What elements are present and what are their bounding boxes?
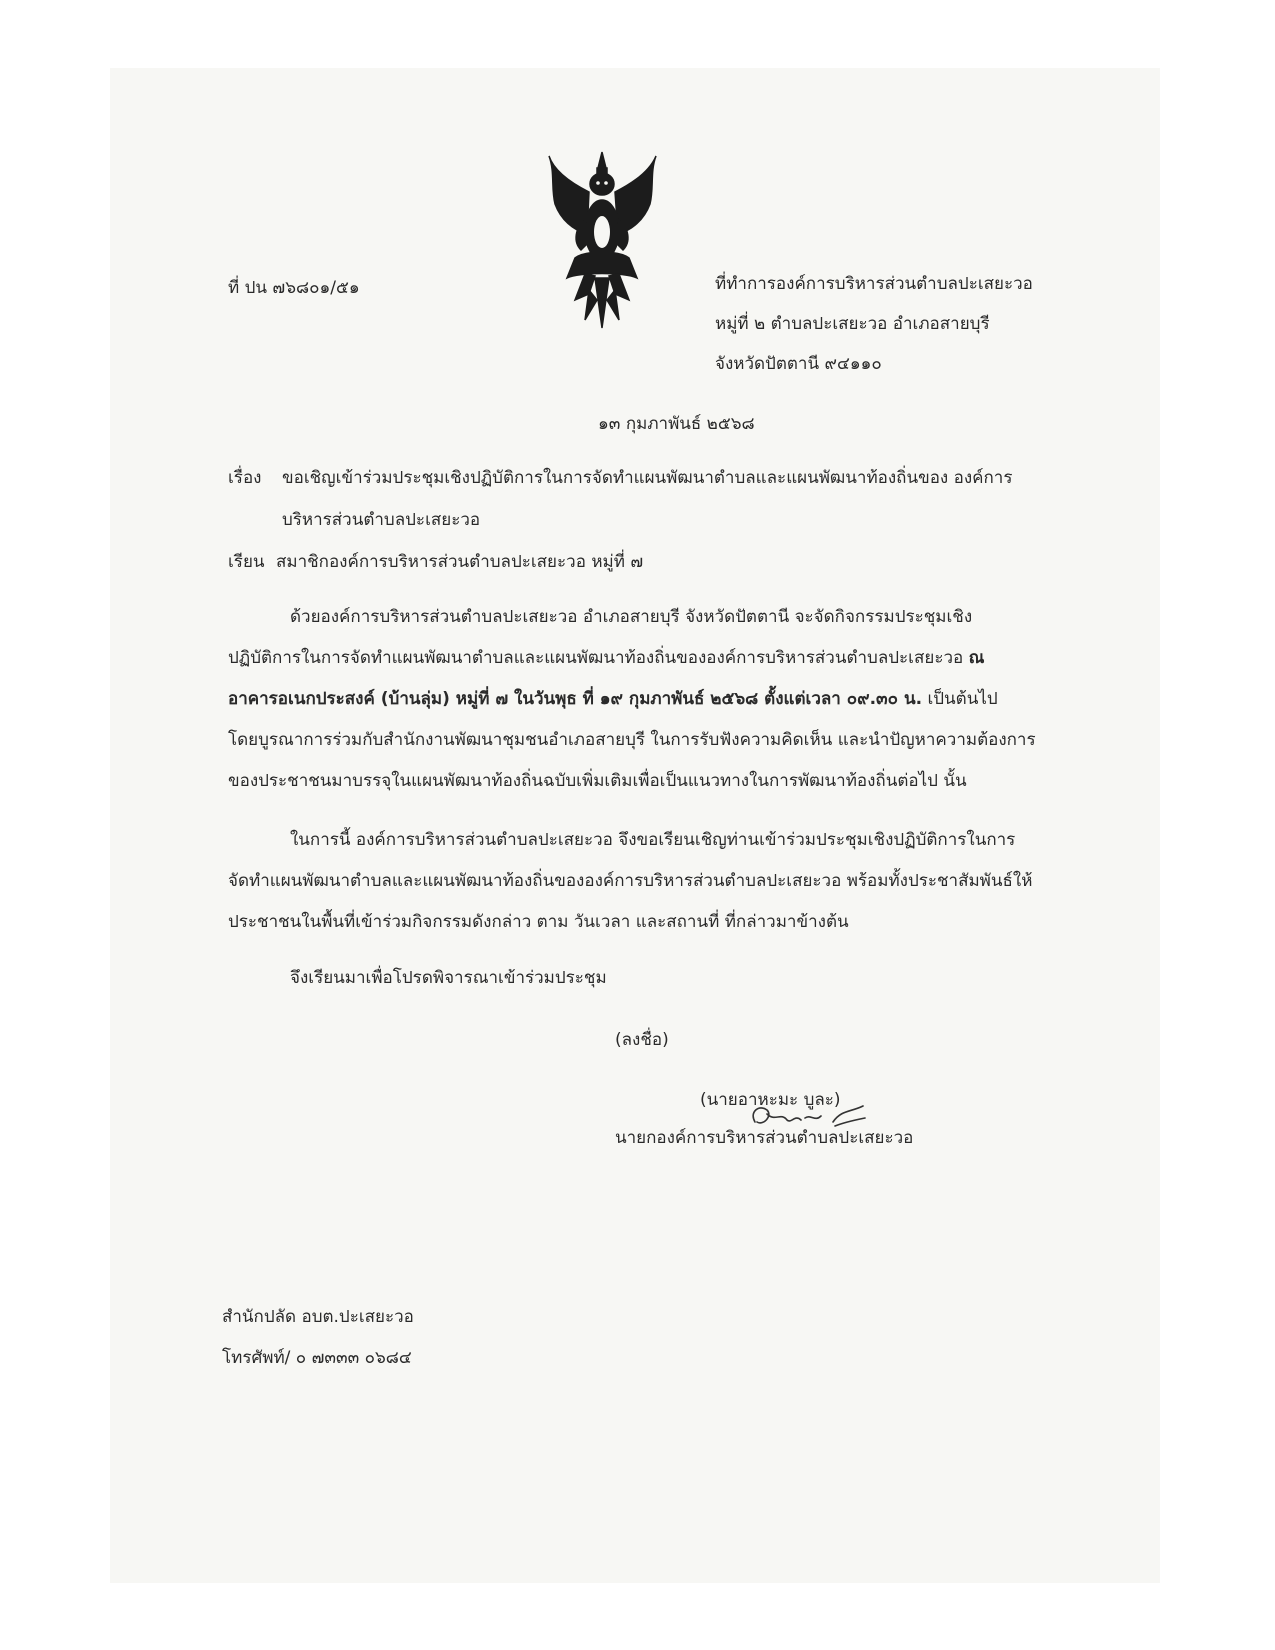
body-paragraph-2-line-1: ในการนี้ องค์การบริหารส่วนตำบลปะเสยะวอ จึงขอเรียนเชิญท่านเข้าร่วมประชุมเชิงปฏิบัติการในการ — [290, 830, 1016, 850]
letter-date: ๑๓ กุมภาพันธ์ ๒๕๖๘ — [598, 414, 755, 434]
reference-number: ที่ ปน ๗๖๘๐๑/๕๑ — [228, 278, 360, 298]
body-paragraph-1-line-3-rest: เป็นต้นไป — [927, 689, 998, 709]
body-paragraph-1-line-1: ด้วยองค์การบริหารส่วนตำบลปะเสยะวอ อำเภอสายบุรี จังหวัดปัตตานี จะจัดกิจกรรมประชุมเชิง — [290, 607, 973, 627]
body-paragraph-2-line-2: จัดทำแผนพัฒนาตำบลและแผนพัฒนาท้องถิ่นขององค์การบริหารส่วนตำบลปะเสยะวอ พร้อมทั้งประชาสัมพันธ์ให้ — [228, 871, 1033, 891]
meeting-venue-datetime: อาคารอเนกประสงค์ (บ้านลุ่ม) หมู่ที่ ๗ ในวันพุธ ที่ ๑๙ กุมภาพันธ์ ๒๕๖๘ ตั้งแต่เวลา ๐๙.๓๐ น. — [228, 689, 923, 709]
body-paragraph-1-line-2 — [228, 646, 984, 670]
body-paragraph-1-line-2-text: ปฏิบัติการในการจัดทำแผนพัฒนาตำบลและแผนพัฒนาท้องถิ่นขององค์การบริหารส่วนตำบลปะเสยะวอ — [228, 648, 964, 668]
body-paragraph-1-line-2-bold: ณ — [968, 648, 985, 668]
signatory-position: นายกองค์การบริหารส่วนตำบลปะเสยะวอ — [615, 1128, 914, 1148]
subject-text-line-1: ขอเชิญเข้าร่วมประชุมเชิงปฏิบัติการในการจัดทำแผนพัฒนาตำบลและแผนพัฒนาท้องถิ่นของ องค์การ — [282, 468, 1013, 488]
body-paragraph-1-line-4: โดยบูรณาการร่วมกับสำนักงานพัฒนาชุมชนอำเภอสายบุรี ในการรับฟังความคิดเห็น และนำปัญหาความต้องการ — [228, 730, 1036, 750]
body-paragraph-1-line-5: ของประชาชนมาบรรจุในแผนพัฒนาท้องถิ่นฉบับเพิ่มเติมเพื่อเป็นแนวทางในการพัฒนาท้องถิ่นต่อไป นั้น — [228, 771, 967, 791]
addressee-label: เรียน — [228, 552, 265, 572]
body-paragraph-2-line-3: ประชาชนในพื้นที่เข้าร่วมกิจกรรมดังกล่าว ตาม วันเวลา และสถานที่ ที่กล่าวมาข้างต้น — [228, 912, 849, 932]
closing-sentence: จึงเรียนมาเพื่อโปรดพิจารณาเข้าร่วมประชุม — [290, 968, 607, 988]
footer-office: สำนักปลัด อบต.ปะเสยะวอ — [222, 1307, 414, 1327]
garuda-emblem-icon — [545, 150, 660, 330]
body-paragraph-1-line-3 — [228, 687, 998, 711]
address-line-2: หมู่ที่ ๒ ตำบลปะเสยะวอ อำเภอสายบุรี — [715, 314, 990, 334]
subject-label: เรื่อง — [228, 468, 262, 488]
signatory-name: (นายอาหะมะ บูละ) — [700, 1090, 841, 1110]
subject-text-line-2: บริหารส่วนตำบลปะเสยะวอ — [282, 510, 481, 530]
address-line-3: จังหวัดปัตตานี ๙๔๑๑๐ — [715, 354, 882, 374]
address-line-1: ที่ทำการองค์การบริหารส่วนตำบลปะเสยะวอ — [715, 274, 1033, 294]
footer-phone: โทรศัพท์/ ๐ ๗๓๓๓ ๐๖๘๔ — [222, 1348, 412, 1368]
signature-label: (ลงชื่อ) — [615, 1030, 669, 1050]
addressee-text: สมาชิกองค์การบริหารส่วนตำบลปะเสยะวอ หมู่ที่ ๗ — [276, 552, 644, 572]
